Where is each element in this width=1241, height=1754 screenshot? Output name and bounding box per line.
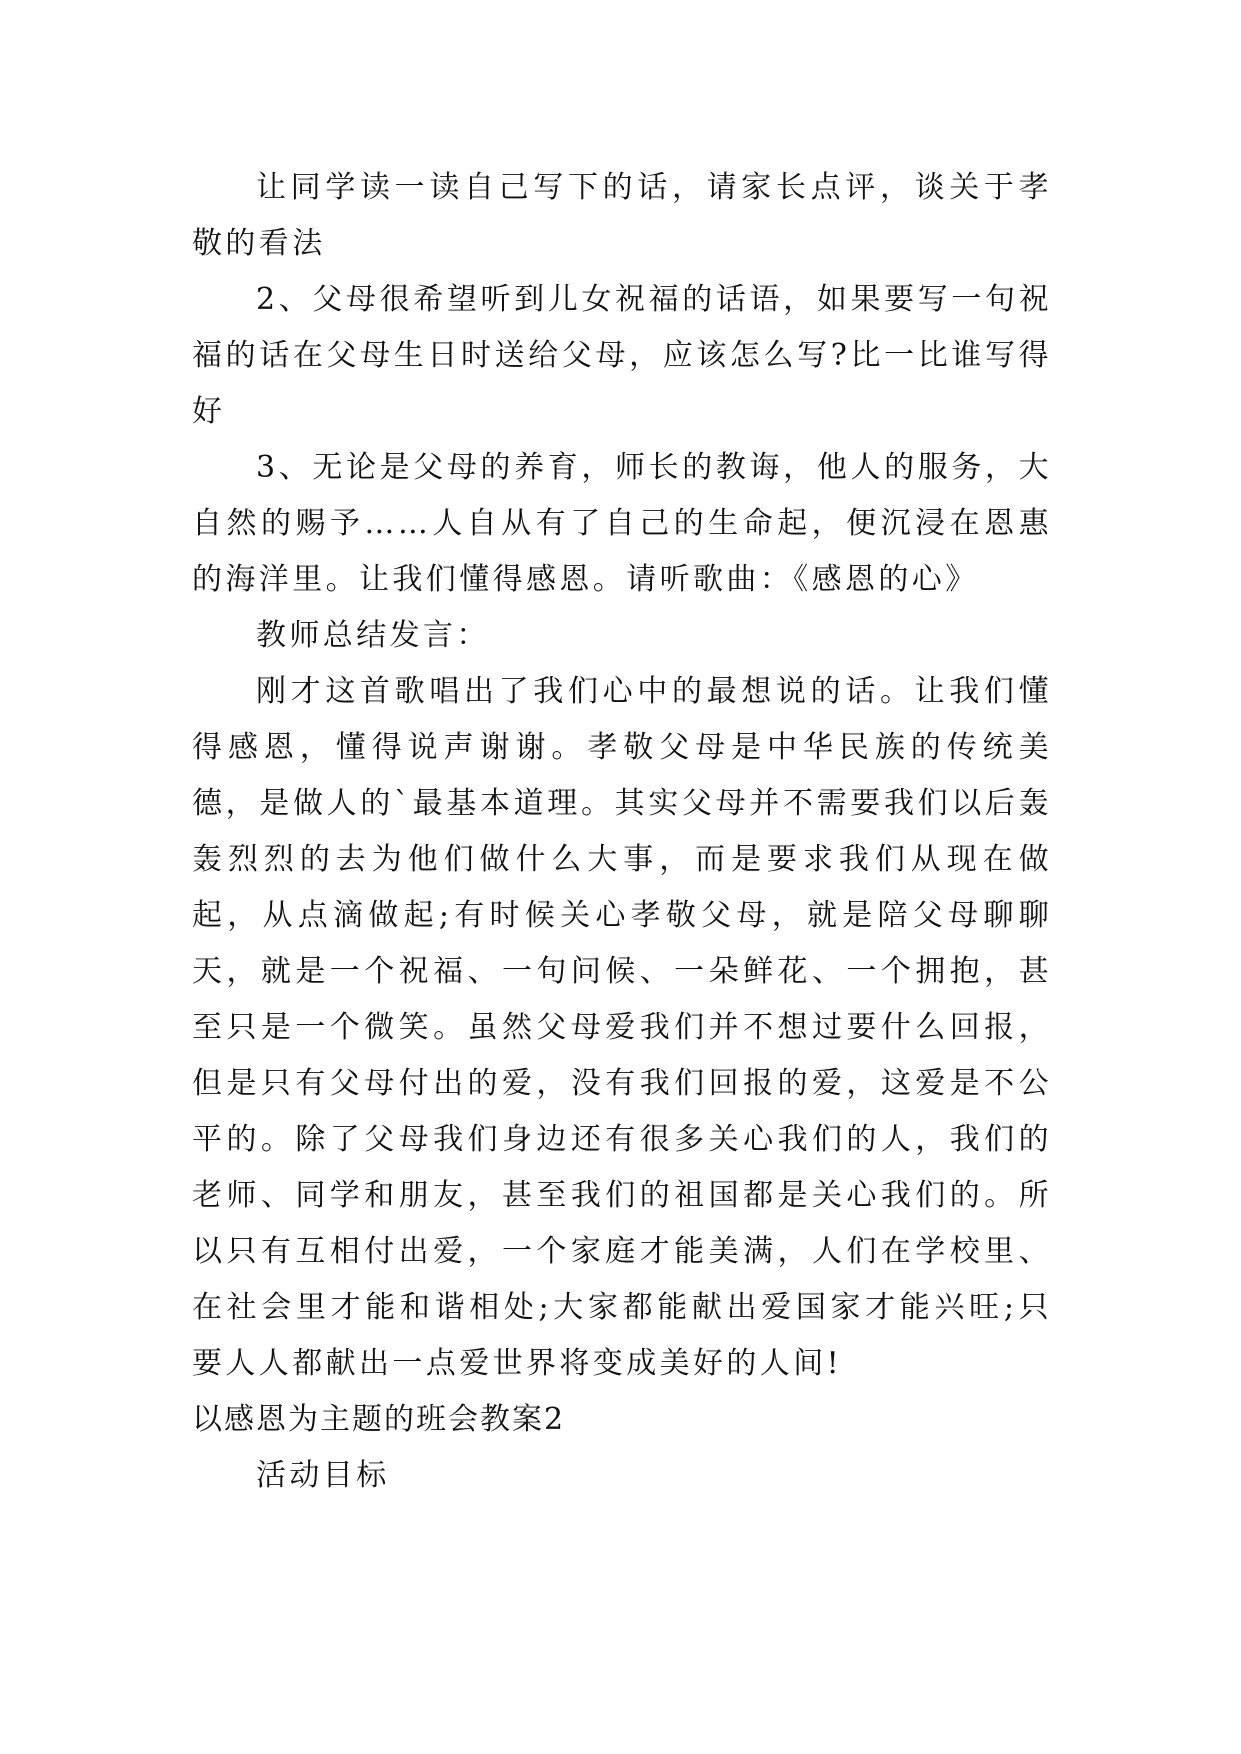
paragraph-family-reading: 让同学读一读自己写下的话，请家长点评，谈关于孝敬的看法 (192, 170, 1052, 261)
paragraph-teacher-summary-label: 教师总结发言： (256, 618, 490, 653)
subheading-activity-goals: 活动目标 (256, 1458, 390, 1493)
paragraph-teacher-summary: 刚才这首歌唱出了我们心中的最想说的话。让我们懂得感恩，懂得说声谢谢。孝敬父母是中华民族的传统美德，是做人的`最基本道理。其实父母并不需要我们以后轰轰烈烈的去为他们做什么大事，而是要求我们从现在做起，从点滴做起;有时候关心孝敬父母，就是陪父母聊聊天，就是一个祝福、一句问候、一朵鲜花、一个拥抱，甚至只是一个微笑。虽然父母爱我们并不想过要什么回报，但是只有父母付出的爱，没有我们回报的爱，这爱是不公平的。除了父母我们身边还有很多关心我们的人，我们的老师、同学和朋友，甚至我们的祖国都是关心我们的。所以只有互相付出爱，一个家庭才能美满，人们在学校里、在社会里才能和谐相处;大家都能献出爱国家才能兴旺;只要人人都献出一点爱世界将变成美好的人间! (192, 674, 1052, 1381)
document-page (192, 160, 1052, 1504)
paragraph-gratitude-song: 3、无论是父母的养育，师长的教诲，他人的服务，大自然的赐予……人自从有了自己的生命起，便沉浸在恩惠的海洋里。让我们懂得感恩。请听歌曲：《感恩的心》 (192, 450, 1052, 597)
section-heading: 以感恩为主题的班会教案2 (192, 1402, 566, 1437)
paragraph-birthday-blessing: 2、父母很希望听到儿女祝福的话语，如果要写一句祝福的话在父母生日时送给父母，应该怎么写?比一比谁写得好 (192, 282, 1052, 429)
